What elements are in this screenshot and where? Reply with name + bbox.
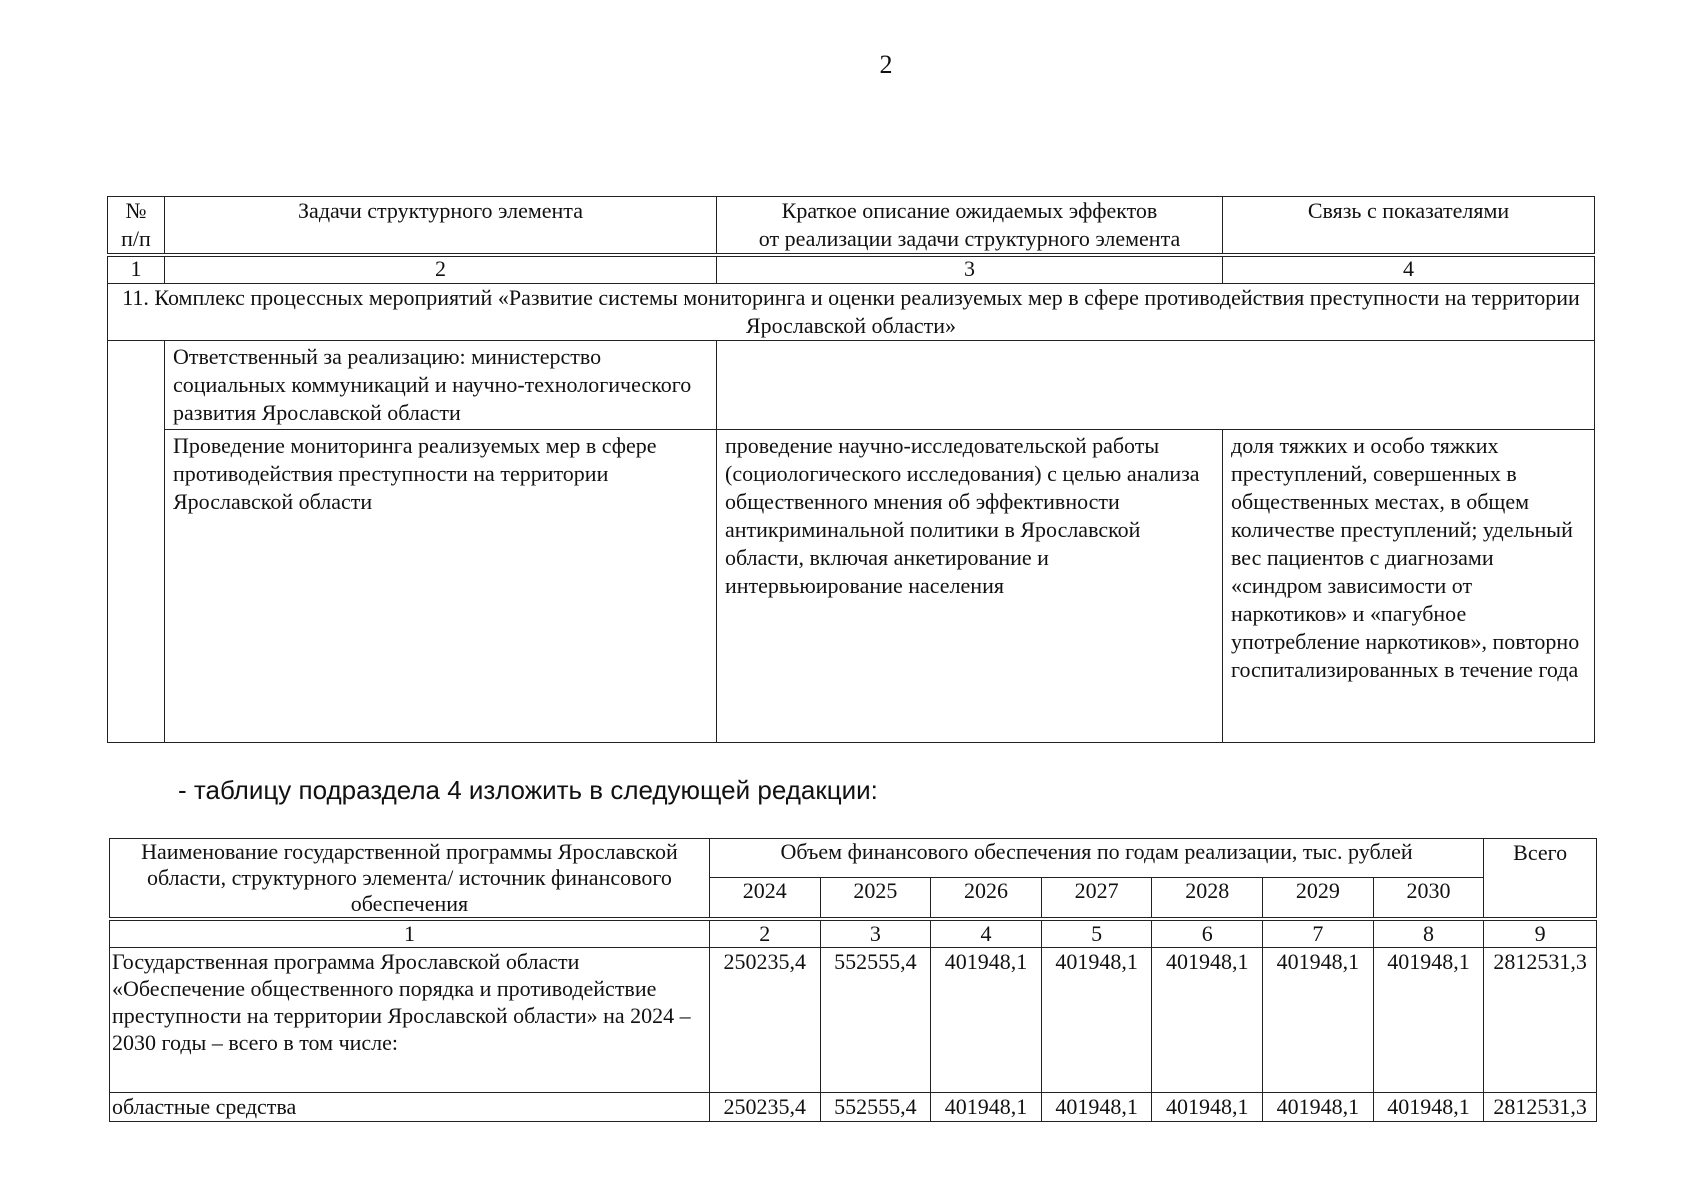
column-number: 1 (108, 255, 165, 284)
source-label: областные средства (110, 1093, 710, 1122)
year-header: 2027 (1041, 878, 1152, 919)
value-cell: 401948,1 (1041, 1093, 1152, 1122)
year-header: 2030 (1373, 878, 1484, 919)
year-header: 2024 (709, 878, 820, 919)
column-number: 6 (1152, 919, 1263, 948)
tasks-table-header (108, 197, 1595, 256)
value-cell: 401948,1 (1373, 1093, 1484, 1122)
value-cell: 401948,1 (1263, 1093, 1374, 1122)
total-cell: 2812531,3 (1484, 1093, 1597, 1122)
column-number: 2 (709, 919, 820, 948)
row-number-cell (108, 341, 165, 743)
section-row (108, 284, 1595, 341)
value-cell: 552555,4 (820, 948, 931, 1093)
header-tasks: Задачи структурного элемента (165, 197, 717, 256)
value-cell: 401948,1 (1041, 948, 1152, 1093)
task-cell: Проведение мониторинга реализуемых мер в сфере противодействия преступности на территории Ярославской области (165, 430, 717, 743)
column-numbers-row (108, 255, 1595, 284)
value-cell: 401948,1 (1152, 1093, 1263, 1122)
table-row (110, 1093, 1597, 1122)
header-funding: Объем финансового обеспечения по годам реализации, тыс. рублей (709, 839, 1483, 878)
column-number: 3 (820, 919, 931, 948)
year-header: 2025 (820, 878, 931, 919)
value-cell: 401948,1 (1373, 948, 1484, 1093)
total-cell: 2812531,3 (1484, 948, 1597, 1093)
value-cell: 401948,1 (1263, 948, 1374, 1093)
year-header: 2028 (1152, 878, 1263, 919)
responsible-row (108, 341, 1595, 430)
funding-header-row (110, 839, 1597, 878)
instruction-text: - таблицу подраздела 4 изложить в следующей редакции: (178, 775, 878, 805)
header-indicators: Связь с показателями (1223, 197, 1595, 256)
effects-cell: проведение научно-исследовательской работы (социологического исследования) с целью анализа общественного мнения об эффективности антикриминальной политики в Ярославской области, включая анкетирование и интервьюирование населения (717, 430, 1223, 743)
column-numbers-row (110, 919, 1597, 948)
column-number: 3 (717, 255, 1223, 284)
year-header: 2029 (1263, 878, 1374, 919)
column-number: 5 (1041, 919, 1152, 948)
value-cell: 401948,1 (931, 948, 1042, 1093)
header-number: № п/п (108, 197, 165, 256)
column-number: 2 (165, 255, 717, 284)
indicators-cell: доля тяжких и особо тяжких преступлений, совершенных в общественных местах, в общем количестве преступлений; удельный вес пациентов с диагнозами «синдром зависимости от наркотиков» и «пагубное употребление наркотиков», повторно госпитализированных в течение года (1223, 430, 1595, 743)
page-number: 2 (879, 50, 893, 79)
column-number: 8 (1373, 919, 1484, 948)
year-header: 2026 (931, 878, 1042, 919)
responsible-cell: Ответственный за реализацию: министерство социальных коммуникаций и научно-технологического развития Ярославской области (165, 341, 717, 430)
column-number: 4 (1223, 255, 1595, 284)
table-row (110, 948, 1597, 1093)
header-total: Всего (1484, 839, 1597, 920)
value-cell: 250235,4 (709, 948, 820, 1093)
program-label: Государственная программа Ярославской области «Обеспечение общественного порядка и противодействие преступности на территории Ярославской области» на 2024 – 2030 годы – всего в том числе: (110, 948, 710, 1093)
value-cell: 552555,4 (820, 1093, 931, 1122)
header-effects: Краткое описание ожидаемых эффектов от реализации задачи структурного элемента (717, 197, 1223, 256)
column-number: 7 (1263, 919, 1374, 948)
column-number: 4 (931, 919, 1042, 948)
header-name: Наименование государственной программы Ярославской области, структурного элемента/ источник финансового обеспечения (110, 839, 710, 920)
column-number: 1 (110, 919, 710, 948)
value-cell: 250235,4 (709, 1093, 820, 1122)
value-cell: 401948,1 (931, 1093, 1042, 1122)
section-title: 11. Комплекс процессных мероприятий «Развитие системы мониторинга и оценки реализуемых мер в сфере противодействия преступности на территории Ярославской области» (108, 284, 1595, 341)
empty-cell (717, 341, 1595, 430)
tasks-table (107, 196, 1595, 743)
funding-table (109, 838, 1597, 1122)
value-cell: 401948,1 (1152, 948, 1263, 1093)
column-number: 9 (1484, 919, 1597, 948)
task-row (108, 430, 1595, 743)
